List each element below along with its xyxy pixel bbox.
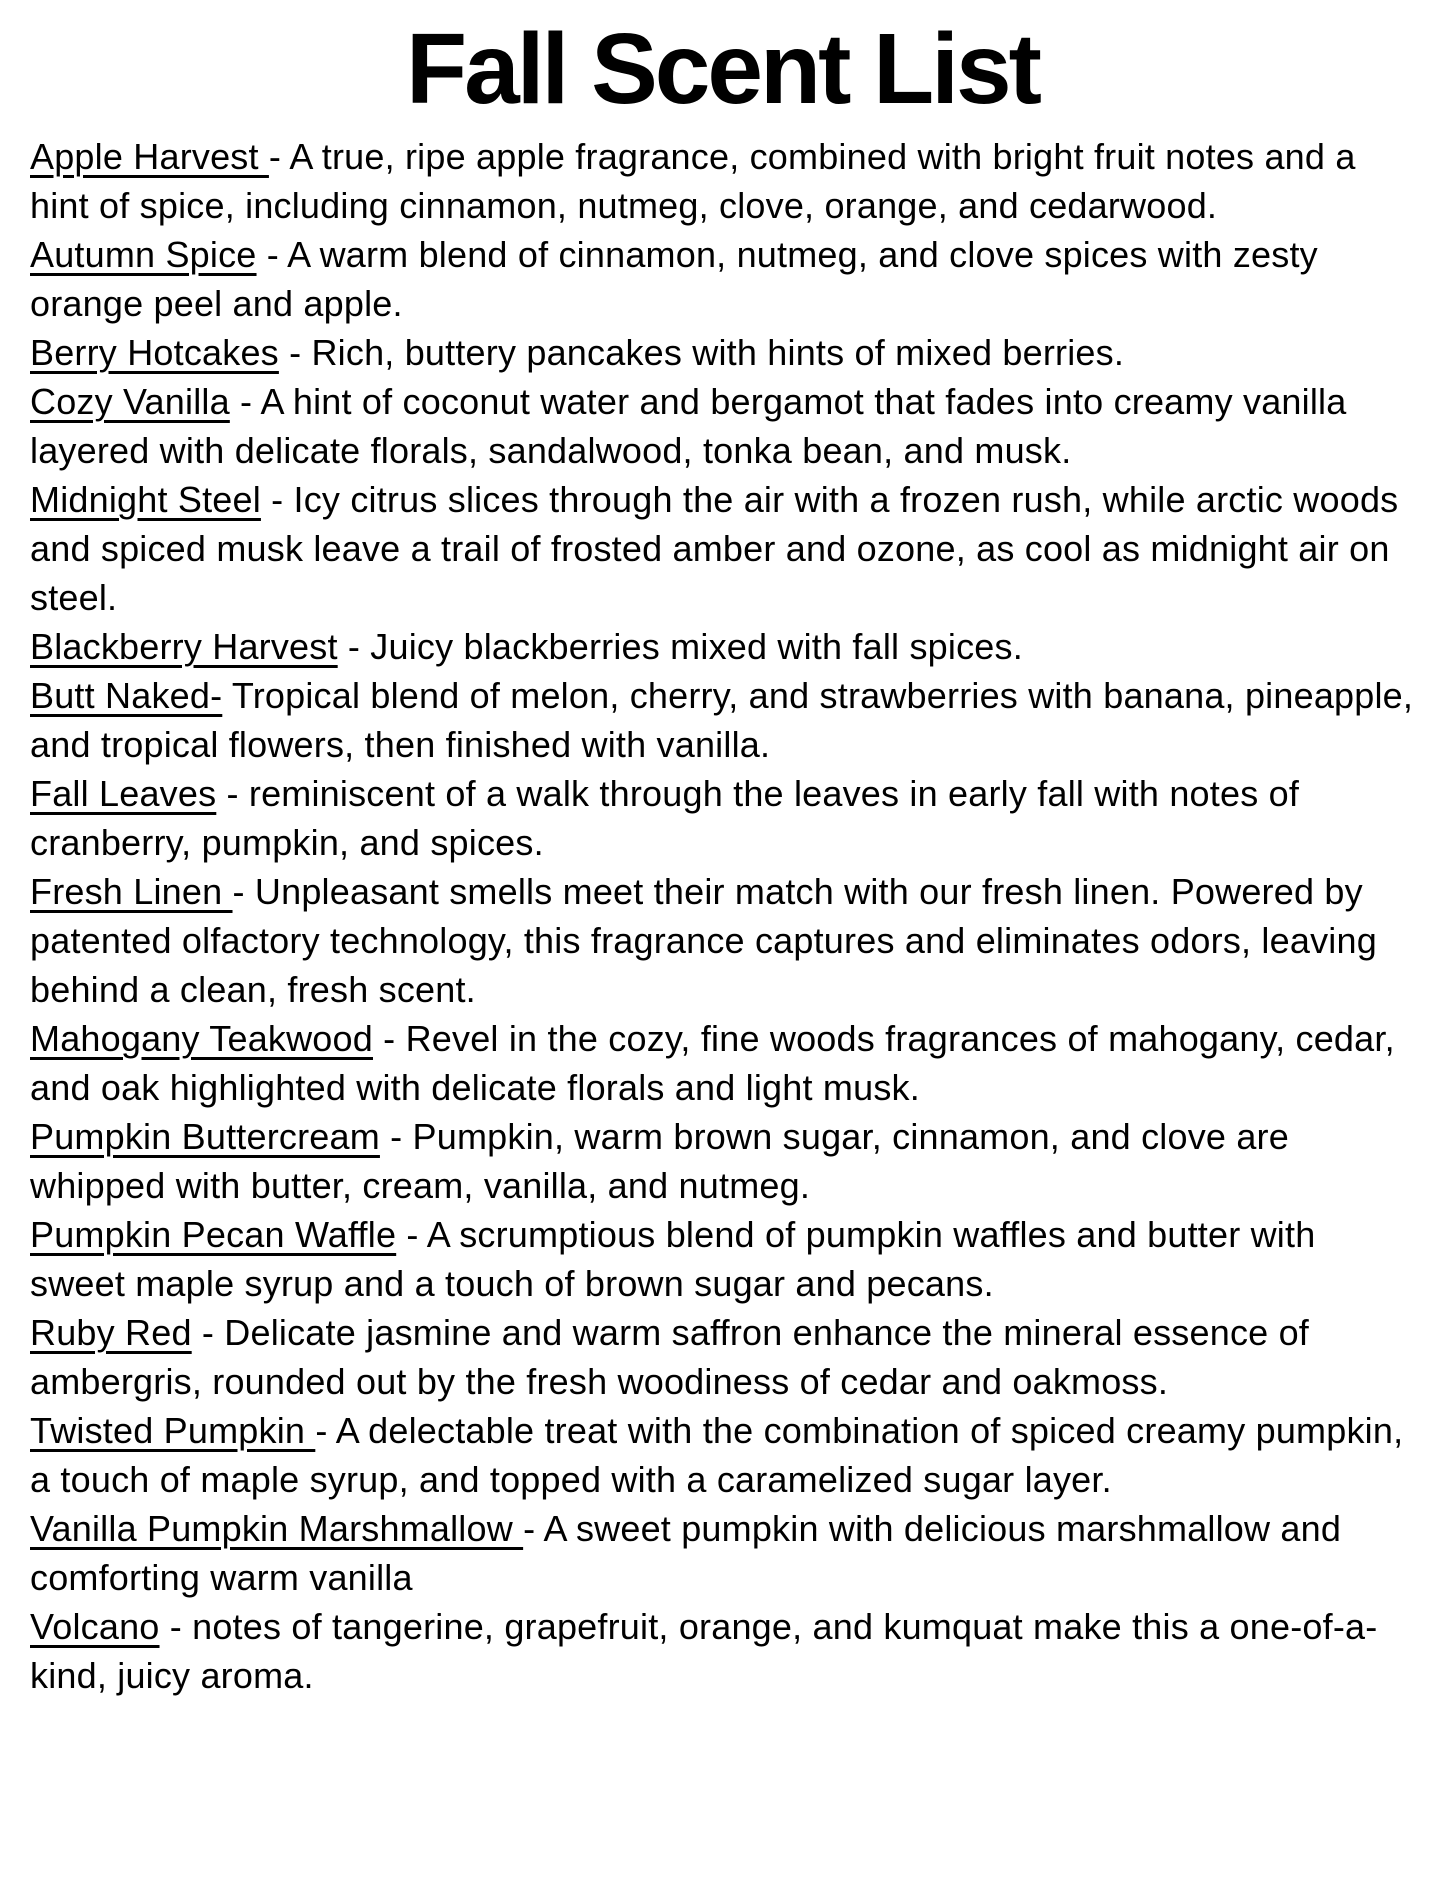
scent-name: Butt Naked- xyxy=(30,675,223,716)
scent-separator: - xyxy=(260,479,294,520)
scent-separator: - xyxy=(396,1214,427,1255)
scent-separator xyxy=(222,675,232,716)
scent-separator: - xyxy=(278,332,312,373)
scent-entry xyxy=(30,1308,1417,1406)
scent-name: Fall Leaves xyxy=(30,773,217,814)
scent-name: Pumpkin Buttercream xyxy=(30,1116,380,1157)
scent-description: Tropical blend of melon, cherry, and strawberries with banana, pineapple, and tropical flowers, then finished with vanilla. xyxy=(30,675,1414,765)
scent-entry xyxy=(30,1112,1417,1210)
scent-description: Juicy blackberries mixed with fall spices. xyxy=(370,626,1023,667)
scent-separator: - xyxy=(337,626,371,667)
scent-entry xyxy=(30,132,1417,230)
scent-entry xyxy=(30,1014,1417,1112)
scent-name: Pumpkin Pecan Waffle xyxy=(30,1214,397,1255)
scent-name: Autumn Spice xyxy=(30,234,257,275)
scent-separator: - xyxy=(523,1508,544,1549)
scent-separator: - xyxy=(191,1312,225,1353)
document-page xyxy=(0,13,1445,1887)
scent-description: A scrumptious blend of pumpkin waffles and butter with sweet maple syrup and a touch of brown sugar and pecans. xyxy=(30,1214,1316,1304)
scent-description: Revel in the cozy, fine woods fragrances of mahogany, cedar, and oak highlighted with delicate florals and light musk. xyxy=(30,1018,1395,1108)
scent-entry xyxy=(30,328,1417,377)
scent-separator: - xyxy=(159,1606,193,1647)
scent-separator: - xyxy=(379,1116,413,1157)
scent-separator: - xyxy=(256,234,288,275)
scent-separator: - xyxy=(268,136,290,177)
scent-name: Ruby Red xyxy=(30,1312,192,1353)
scent-name: Cozy Vanilla xyxy=(30,381,230,422)
scent-name: Fresh Linen xyxy=(30,871,233,912)
scent-entry xyxy=(30,1504,1417,1602)
scent-entry xyxy=(30,867,1417,1014)
scent-entry xyxy=(30,475,1417,622)
scent-description: Delicate jasmine and warm saffron enhance the mineral essence of ambergris, rounded out by the fresh woodiness of cedar and oakmoss. xyxy=(30,1312,1309,1402)
scent-separator: - xyxy=(232,871,255,912)
scent-list xyxy=(0,132,1445,1700)
page-title: Fall Scent List xyxy=(406,13,1039,125)
scent-name: Midnight Steel xyxy=(30,479,261,520)
scent-entry xyxy=(30,769,1417,867)
scent-name: Vanilla Pumpkin Marshmallow xyxy=(30,1508,524,1549)
scent-entry xyxy=(30,622,1417,671)
scent-description: Pumpkin, warm brown sugar, cinnamon, and clove are whipped with butter, cream, vanilla, and nutmeg. xyxy=(30,1116,1289,1206)
scent-description: A warm blend of cinnamon, nutmeg, and clove spices with zesty orange peel and apple. xyxy=(30,234,1318,324)
scent-description: reminiscent of a walk through the leaves in early fall with notes of cranberry, pumpkin, and spices. xyxy=(30,773,1300,863)
scent-name: Volcano xyxy=(30,1606,160,1647)
scent-description: A hint of coconut water and bergamot that fades into creamy vanilla layered with delicate florals, sandalwood, tonka bean, and musk. xyxy=(30,381,1347,471)
scent-name: Apple Harvest xyxy=(30,136,269,177)
scent-entry xyxy=(30,377,1417,475)
scent-name: Mahogany Teakwood xyxy=(30,1018,373,1059)
scent-entry xyxy=(30,1210,1417,1308)
scent-description: Rich, buttery pancakes with hints of mixed berries. xyxy=(311,332,1125,373)
scent-separator: - xyxy=(315,1410,336,1451)
scent-description: A true, ripe apple fragrance, combined with bright fruit notes and a hint of spice, including cinnamon, nutmeg, clove, orange, and cedarwood. xyxy=(30,136,1356,226)
scent-description: Unpleasant smells meet their match with our fresh linen. Powered by patented olfactory technology, this fragrance captures and eliminates odors, leaving behind a clean, fresh scent. xyxy=(30,871,1377,1010)
scent-entry xyxy=(30,230,1417,328)
scent-separator: - xyxy=(372,1018,406,1059)
scent-name: Berry Hotcakes xyxy=(30,332,279,373)
scent-description: Icy citrus slices through the air with a frozen rush, while arctic woods and spiced musk leave a trail of frosted amber and ozone, as cool as midnight air on steel. xyxy=(30,479,1399,618)
scent-description: notes of tangerine, grapefruit, orange, and kumquat make this a one-of-a-kind, juicy aroma. xyxy=(30,1606,1378,1696)
scent-description: A sweet pumpkin with delicious marshmallow and comforting warm vanilla xyxy=(30,1508,1342,1598)
scent-separator: - xyxy=(216,773,249,814)
scent-description: A delectable treat with the combination of spiced creamy pumpkin, a touch of maple syrup, and topped with a caramelized sugar layer. xyxy=(30,1410,1404,1500)
scent-entry xyxy=(30,1602,1417,1700)
scent-entry xyxy=(30,671,1417,769)
scent-name: Twisted Pumpkin xyxy=(30,1410,316,1451)
scent-separator: - xyxy=(229,381,261,422)
scent-name: Blackberry Harvest xyxy=(30,626,338,667)
scent-entry xyxy=(30,1406,1417,1504)
